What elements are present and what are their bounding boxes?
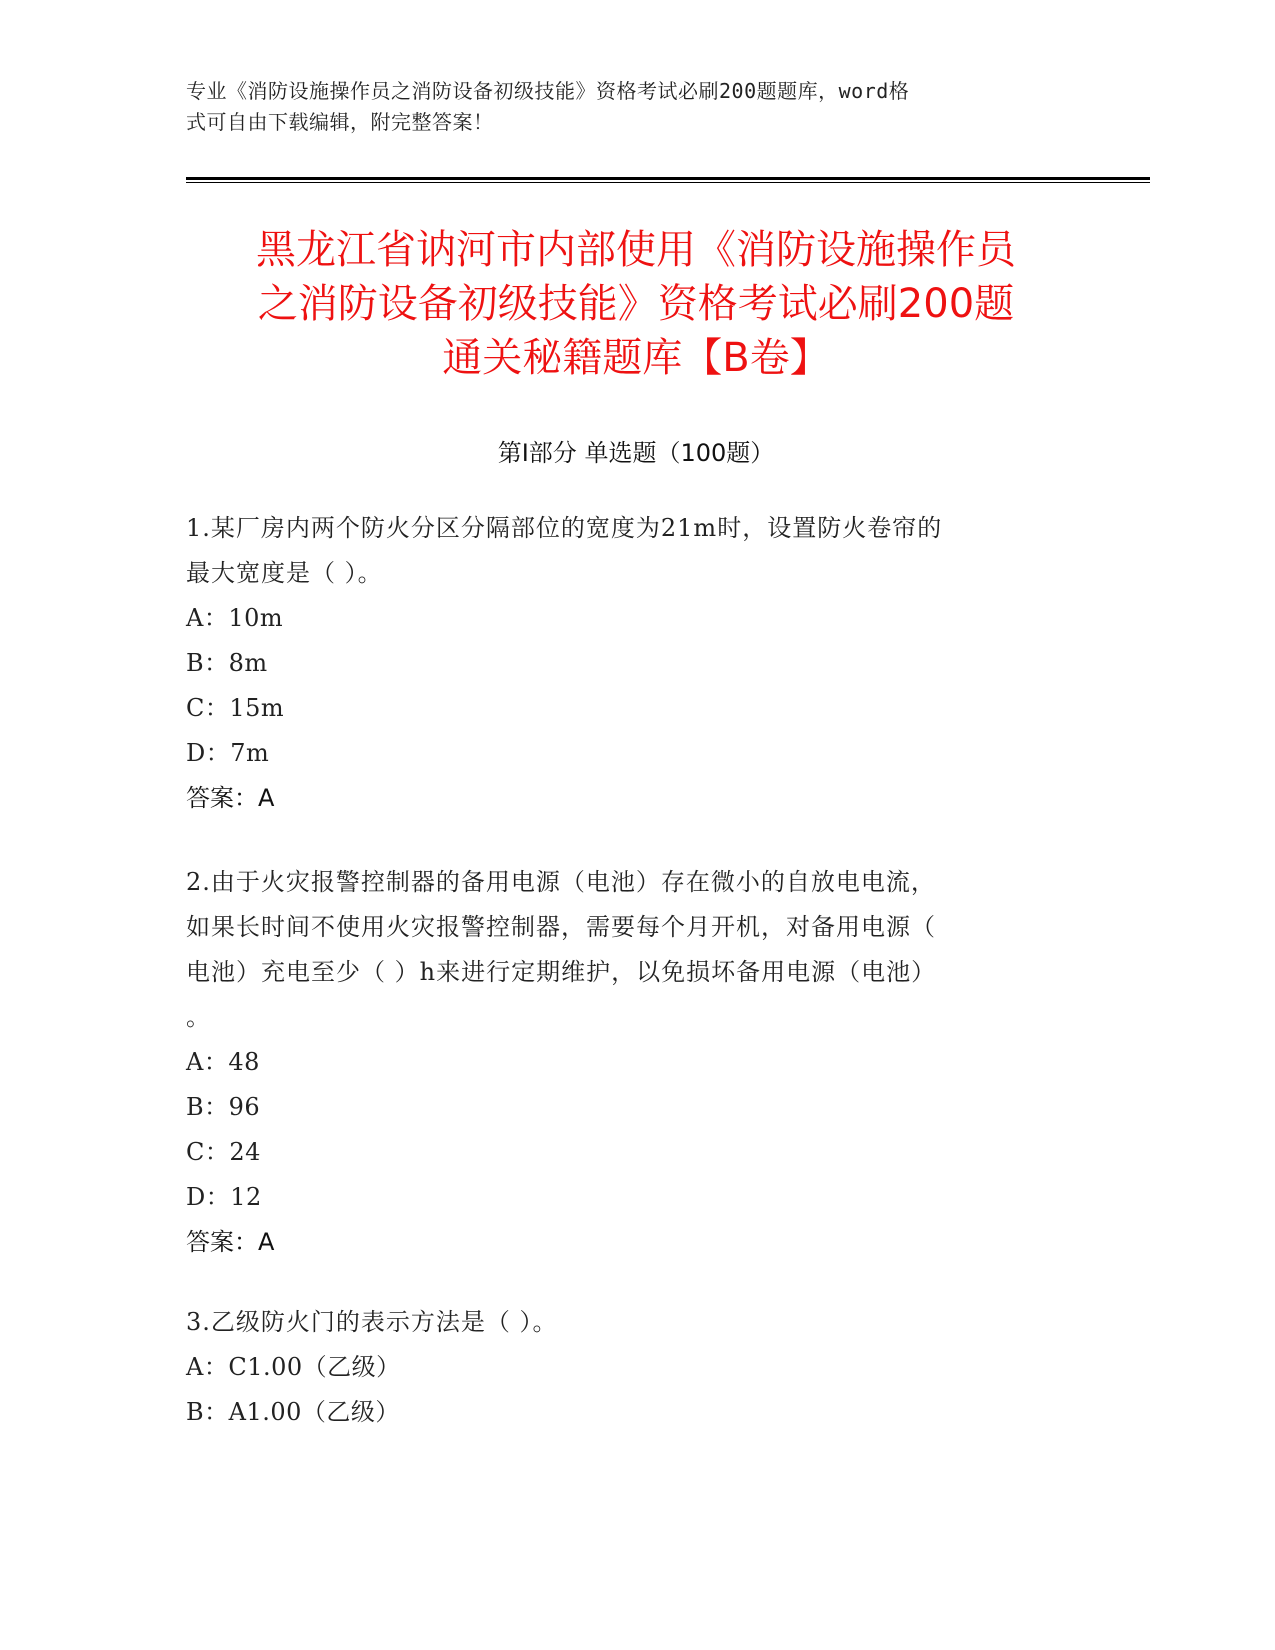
intro-line: 专业《消防设施操作员之消防设备初级技能》资格考试必刷200题题库，word格 bbox=[186, 79, 910, 103]
option-b: B：8m bbox=[186, 649, 268, 677]
title-line: 之消防设备初级技能》资格考试必刷200题 bbox=[257, 281, 1015, 327]
option-c: C：15m bbox=[186, 694, 285, 722]
question-2 bbox=[186, 860, 1066, 1265]
stem-line: 。 bbox=[186, 1003, 211, 1031]
option-a: A：48 bbox=[186, 1048, 260, 1076]
question-stem bbox=[186, 860, 1066, 1040]
answer: 答案：A bbox=[186, 784, 275, 812]
option-d: D：12 bbox=[186, 1183, 262, 1211]
header-rule-thick bbox=[186, 177, 1150, 180]
stem-line: 2.由于火灾报警控制器的备用电源（电池）存在微小的自放电电流， bbox=[186, 868, 936, 896]
option-b: B：A1.00（乙级） bbox=[186, 1398, 400, 1426]
stem-line: 如果长时间不使用火灾报警控制器，需要每个月开机，对备用电源（ bbox=[186, 913, 936, 941]
question-stem bbox=[186, 1300, 1066, 1345]
intro-text bbox=[186, 76, 1066, 138]
stem-line: 1.某厂房内两个防火分区分隔部位的宽度为21m时，设置防火卷帘的 bbox=[186, 514, 943, 542]
stem-line: 电池）充电至少（ ）h来进行定期维护，以免损坏备用电源（电池） bbox=[186, 958, 937, 986]
option-b: B：96 bbox=[186, 1093, 261, 1121]
title-line: 黑龙江省讷河市内部使用《消防设施操作员 bbox=[256, 227, 1016, 273]
document-title bbox=[186, 223, 1086, 385]
question-3 bbox=[186, 1300, 1066, 1435]
intro-line: 式可自由下载编辑，附完整答案！ bbox=[186, 110, 494, 134]
option-a: A：10m bbox=[186, 604, 284, 632]
stem-line: 3.乙级防火门的表示方法是（ ）。 bbox=[186, 1308, 558, 1336]
section-heading: 第Ⅰ部分 单选题（100题） bbox=[497, 439, 775, 467]
header-rule-thin bbox=[186, 182, 1150, 183]
answer: 答案：A bbox=[186, 1228, 275, 1256]
stem-line: 最大宽度是（ ）。 bbox=[186, 559, 383, 587]
question-stem bbox=[186, 506, 1066, 596]
option-a: A：C1.00（乙级） bbox=[186, 1353, 401, 1381]
option-c: C：24 bbox=[186, 1138, 261, 1166]
question-1 bbox=[186, 506, 1066, 821]
option-d: D：7m bbox=[186, 739, 270, 767]
title-line: 通关秘籍题库【B卷】 bbox=[442, 335, 830, 381]
